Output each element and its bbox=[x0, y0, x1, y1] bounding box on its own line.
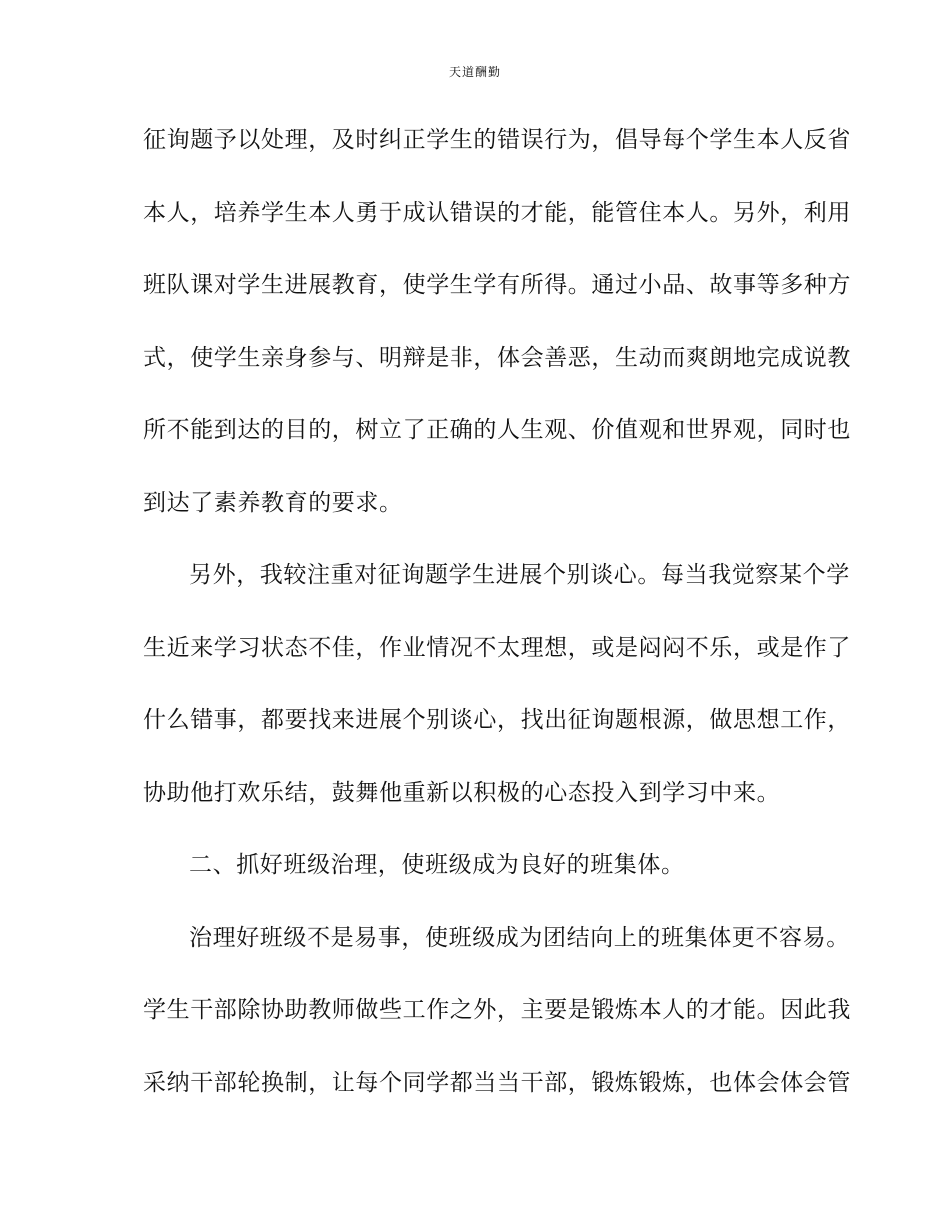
text-line: 班队课对学生进展教育，使学生学有所得。通过小品、故事等多种方 bbox=[143, 272, 851, 298]
text-line: 采纳干部轮换制，让每个同学都当当干部，锻炼锻炼，也体会体会管 bbox=[143, 1069, 851, 1096]
document-body bbox=[143, 120, 851, 1135]
text-line: 生近来学习状态不佳，作业情况不太理想，或是闷闷不乐，或是作了 bbox=[143, 634, 851, 661]
section-heading: 二、抓好班级治理，使班级成为良好的班集体。 bbox=[189, 852, 685, 878]
paragraph-start-line: 另外，我较注重对征询题学生进展个别谈心。每当我觉察某个学 bbox=[189, 562, 850, 588]
paragraph-start-line: 治理好班级不是易事，使班级成为团结向上的班集体更不容易。 bbox=[189, 924, 850, 951]
text-line: 本人，培养学生本人勇于成认错误的才能，能管住本人。另外，利用 bbox=[143, 199, 851, 226]
text-line: 式，使学生亲身参与、明辩是非，体会善恶，生动而爽朗地完成说教 bbox=[143, 344, 851, 371]
page-header: 天道酬勤 bbox=[448, 65, 501, 79]
text-line: 什么错事，都要找来进展个别谈心，找出征询题根源，做思想工作， bbox=[143, 707, 851, 733]
text-line: 所不能到达的目的，树立了正确的人生观、价值观和世界观，同时也 bbox=[143, 417, 851, 443]
text-line: 到达了素养教育的要求。 bbox=[143, 489, 403, 516]
text-line: 学生干部除协助教师做些工作之外，主要是锻炼本人的才能。因此我 bbox=[143, 997, 851, 1023]
text-line: 协助他打欢乐结，鼓舞他重新以积极的心态投入到学习中来。 bbox=[143, 779, 781, 806]
text-line: 征询题予以处理，及时纠正学生的错误行为，倡导每个学生本人反省 bbox=[143, 127, 851, 153]
